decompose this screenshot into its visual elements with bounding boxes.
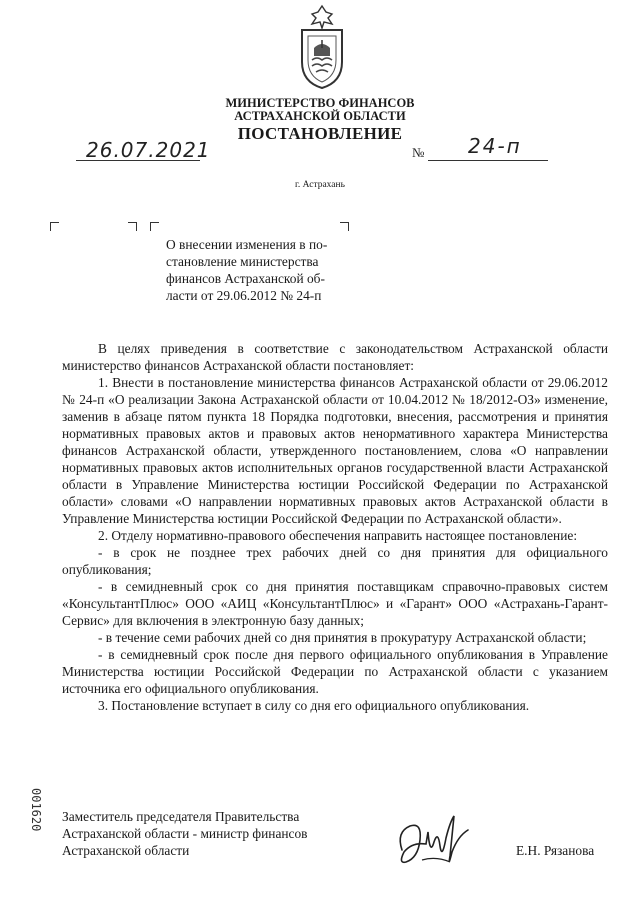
- body-paragraph-sub-4: - в семидневный срок после дня первого официального опубликования в Управление Министерства юстиции Российской Федерации по Астраханской области с указанием источника его официального опубликования.: [62, 647, 608, 696]
- corner-mark-top-right: [128, 222, 137, 231]
- document-subject: [166, 236, 346, 304]
- body-paragraph-sub-1: - в срок не позднее трех рабочих дней со дня принятия для официального опубликования;: [62, 545, 608, 577]
- handwritten-signature: [392, 812, 472, 874]
- body-paragraph-sub-3: - в течение семи рабочих дней со дня принятия в прокуратуру Астраханской области;: [98, 630, 587, 645]
- signatory-position-line: Заместитель председателя Правительства: [62, 809, 300, 824]
- signatory-position: [62, 808, 308, 859]
- signatory-position-line: Астраханской области: [62, 843, 190, 858]
- signatory-name: Е.Н. Рязанова: [516, 843, 595, 858]
- body-paragraph-sub-2: - в семидневный срок со дня принятия поставщикам справочно-правовых систем «КонсультантПлюс» ООО «АИЦ «КонсультантПлюс» и «Гарант» ООО «Астрахань-Гарант-Сервис» для включения в электронную базу данных;: [62, 579, 608, 628]
- registration-stamp-number: 001620: [29, 788, 43, 832]
- subject-line: О внесении изменения в по-: [166, 237, 328, 252]
- document-number-handwritten: 24-п: [468, 134, 522, 158]
- signatory-position-line: Астраханской области - министр финансов: [62, 826, 308, 841]
- coat-of-arms-emblem: [296, 4, 348, 90]
- subject-line: ласти от 29.06.2012 № 24-п: [166, 288, 322, 303]
- subject-line: финансов Астраханской об-: [166, 271, 325, 286]
- number-sign: №: [412, 145, 425, 160]
- body-paragraph-item-2: 2. Отделу нормативно-правового обеспечения направить настоящее постановление:: [98, 528, 578, 543]
- body-paragraph-item-1: 1. Внести в постановление министерства финансов Астраханской области от 29.06.2012 № 24-п «О реализации Закона Астраханской области от 10.04.2012 № 18/2012-ОЗ» изменение, заменив в абзаце пятом пункта 18 Порядка подготовки, внесения, рассмотрения и принятия нормативных правовых актов и правовых актов ненормативного характера Министерства финансов Астраханской области, утвержденного постановлением, слова «О направлении нормативных правовых актов исполнительных органов государственной власти Астраханской области в Управление Министерства юстиции Российской Федерации по Астраханской области» словами «О направлении нормативных правовых актов Астраханской области в Управление Министерства юстиции Российской Федерации по Астраханской области».: [62, 375, 608, 526]
- document-type-title: ПОСТАНОВЛЕНИЕ: [237, 124, 403, 143]
- ministry-name-line2: АСТРАХАНСКОЙ ОБЛАСТИ: [234, 109, 406, 123]
- city-name: г. Астрахань: [295, 180, 345, 190]
- corner-mark-top-left: [50, 222, 59, 231]
- document-date-handwritten: 26.07.2021: [86, 138, 211, 162]
- document-body: [62, 340, 608, 714]
- subject-corner-right: [340, 222, 349, 231]
- ministry-name-line1: МИНИСТЕРСТВО ФИНАНСОВ: [225, 96, 415, 110]
- subject-corner-left: [150, 222, 159, 231]
- number-underline: [428, 160, 548, 161]
- subject-line: становление министерства: [166, 254, 319, 269]
- date-underline: [76, 160, 200, 161]
- body-paragraph-preamble: В целях приведения в соответствие с законодательством Астраханской области министерство финансов Астраханской области постановляет:: [62, 341, 608, 373]
- body-paragraph-item-3: 3. Постановление вступает в силу со дня его официального опубликования.: [98, 698, 530, 713]
